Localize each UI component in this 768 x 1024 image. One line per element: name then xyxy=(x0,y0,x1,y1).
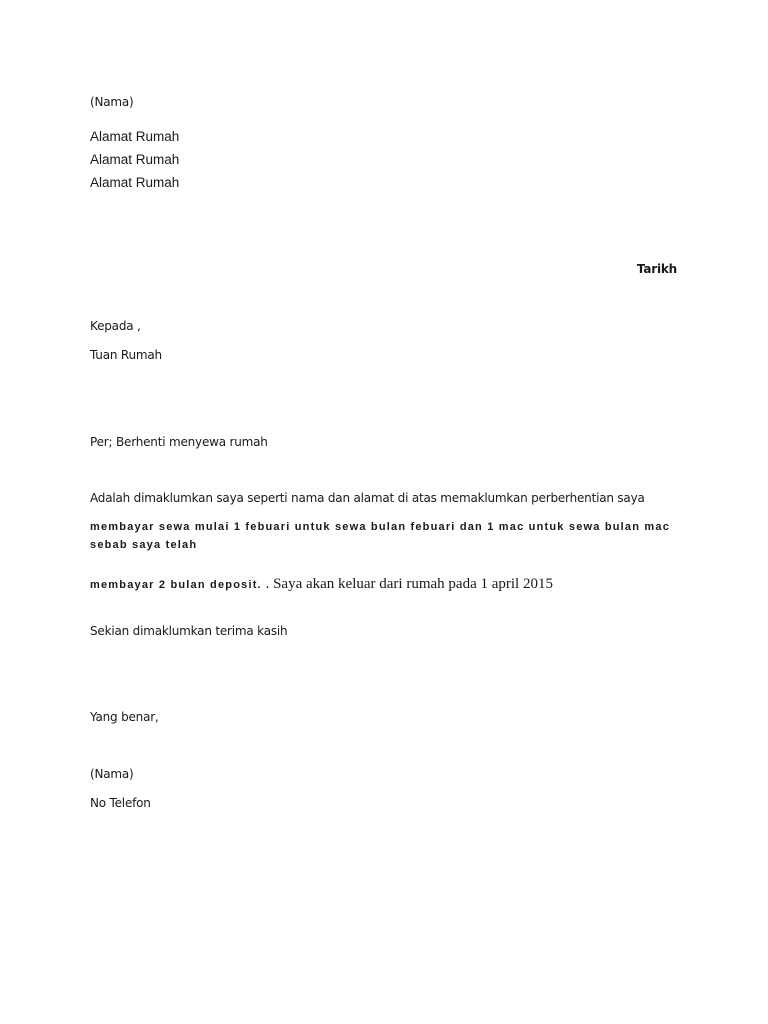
body-line-2: membayar sewa mulai 1 febuari untuk sewa bulan febuari dan 1 mac untuk sewa bulan mac xyxy=(90,521,671,533)
sign-off: Yang benar, xyxy=(90,710,159,724)
body-line-3: sebab saya telah xyxy=(90,539,198,551)
phone-label: No Telefon xyxy=(90,796,151,810)
address-line-1: Alamat Rumah xyxy=(90,129,180,144)
address-line-2: Alamat Rumah xyxy=(90,152,180,167)
sender-name: (Nama) xyxy=(90,95,134,109)
body-line-4-bold: membayar 2 bulan deposit. xyxy=(90,579,262,591)
address-line-3: Alamat Rumah xyxy=(90,175,180,190)
body-line-4-serif: . Saya akan keluar dari rumah pada 1 april 2015 xyxy=(261,576,553,592)
body-line-4 xyxy=(90,576,553,592)
to-label: Kepada , xyxy=(90,319,141,333)
closing-text: Sekian dimaklumkan terima kasih xyxy=(90,624,288,638)
subject-line: Per; Berhenti menyewa rumah xyxy=(90,435,268,449)
signer-name: (Nama) xyxy=(90,767,134,781)
recipient: Tuan Rumah xyxy=(90,348,162,362)
body-line-1: Adalah dimaklumkan saya seperti nama dan alamat di atas memaklumkan perberhentian saya xyxy=(90,491,645,505)
date-label: Tarikh xyxy=(636,262,677,276)
